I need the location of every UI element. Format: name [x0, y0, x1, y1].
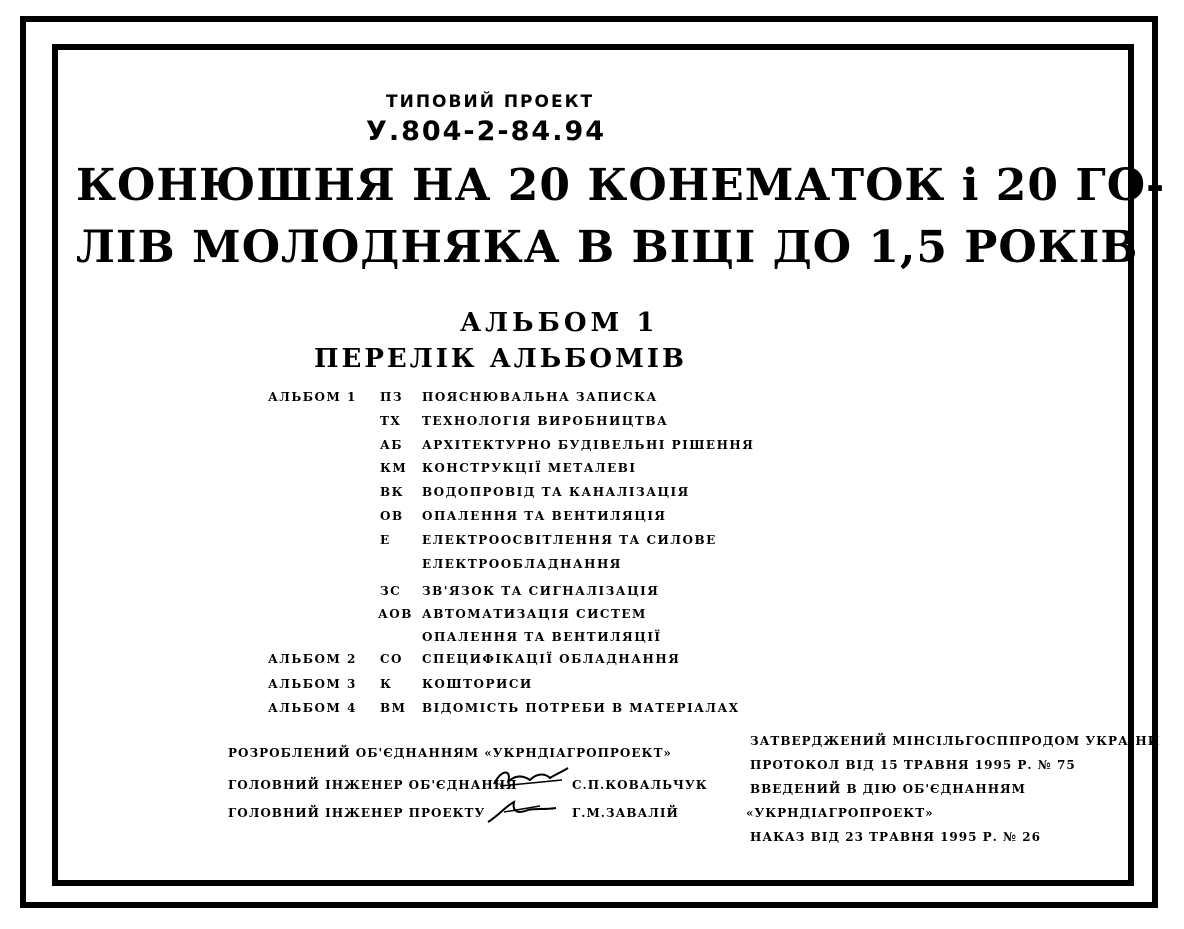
approval-line-2: ПРОТОКОЛ ВІД 15 ТРАВНЯ 1995 Р. № 75	[750, 758, 1076, 772]
section-code: Е	[380, 533, 391, 547]
section-name: ЗВ'ЯЗОК ТА СИГНАЛІЗАЦІЯ	[422, 584, 660, 598]
project-code: У.804-2-84.94	[366, 116, 607, 147]
section-name: ЕЛЕКТРООБЛАДНАННЯ	[422, 557, 622, 571]
section-name: ПОЯСНЮВАЛЬНА ЗАПИСКА	[422, 390, 658, 404]
title-line-1: КОНЮШНЯ НА 20 КОНЕМАТОК і 20 ГО-	[76, 160, 1166, 211]
section-code: К	[380, 677, 393, 691]
section-code: КМ	[380, 461, 408, 475]
section-code: ЗС	[380, 584, 402, 598]
signature-kovalchuk	[490, 764, 570, 794]
section-name: АРХІТЕКТУРНО БУДІВЕЛЬНІ РІШЕННЯ	[422, 438, 755, 452]
approval-line-1: ЗАТВЕРДЖЕНИЙ МІНСІЛЬГОСППРОДОМ УКРАЇНИ	[750, 734, 1161, 748]
album-number: АЛЬБОМ 3	[268, 677, 357, 691]
section-name: ОПАЛЕННЯ ТА ВЕНТИЛЯЦІЯ	[422, 509, 667, 523]
approval-line-4: «УКРНДІАГРОПРОЕКТ»	[746, 806, 934, 820]
section-name: ТЕХНОЛОГІЯ ВИРОБНИЦТВА	[422, 414, 669, 428]
section-code: ВМ	[380, 701, 407, 715]
section-name: ВІДОМІСТЬ ПОТРЕБИ В МАТЕРІАЛАХ	[422, 701, 740, 715]
approval-line-3: ВВЕДЕНИЙ В ДІЮ ОБ'ЄДНАННЯМ	[750, 782, 1026, 796]
list-title: ПЕРЕЛІК АЛЬБОМІВ	[314, 344, 687, 374]
album-label: АЛЬБОМ 1	[460, 308, 659, 338]
album-number: АЛЬБОМ 1	[268, 390, 357, 404]
section-code: АБ	[380, 438, 404, 452]
section-code: ВК	[380, 485, 405, 499]
album-number: АЛЬБОМ 2	[268, 652, 357, 666]
section-name: КОНСТРУКЦІЇ МЕТАЛЕВІ	[422, 461, 637, 475]
section-code: АОВ	[378, 607, 413, 621]
section-code: ТХ	[380, 414, 402, 428]
section-name: ВОДОПРОВІД ТА КАНАЛІЗАЦІЯ	[422, 485, 690, 499]
section-code: ОВ	[380, 509, 404, 523]
approval-line-5: НАКАЗ ВІД 23 ТРАВНЯ 1995 Р. № 26	[750, 830, 1041, 844]
chief-engineer-association-label: ГОЛОВНИЙ ІНЖЕНЕР ОБ'ЄДНАННЯ	[228, 778, 518, 792]
signature-zavaliy	[484, 796, 564, 828]
chief-engineer-project-label: ГОЛОВНИЙ ІНЖЕНЕР ПРОЕКТУ	[228, 806, 486, 820]
section-name: ЕЛЕКТРООСВІТЛЕННЯ ТА СИЛОВЕ	[422, 533, 717, 547]
chief-engineer-project-name: Г.М.ЗАВАЛІЙ	[572, 806, 679, 820]
section-name: АВТОМАТИЗАЦІЯ СИСТЕМ	[422, 607, 647, 621]
developed-by: РОЗРОБЛЕНИЙ ОБ'ЄДНАННЯМ «УКРНДІАГРОПРОЕКТ»	[228, 746, 672, 760]
section-name: КОШТОРИСИ	[422, 677, 533, 691]
chief-engineer-association-name: С.П.КОВАЛЬЧУК	[572, 778, 708, 792]
section-code: СО	[380, 652, 404, 666]
section-name: СПЕЦИФІКАЦІЇ ОБЛАДНАННЯ	[422, 652, 681, 666]
section-name: ОПАЛЕННЯ ТА ВЕНТИЛЯЦІЇ	[422, 630, 662, 644]
project-kicker: ТИПОВИЙ ПРОЕКТ	[386, 92, 595, 112]
title-line-2: ЛІВ МОЛОДНЯКА В ВІЦІ ДО 1,5 РОКІВ	[76, 222, 1139, 273]
section-code: ПЗ	[380, 390, 403, 404]
album-number: АЛЬБОМ 4	[268, 701, 357, 715]
